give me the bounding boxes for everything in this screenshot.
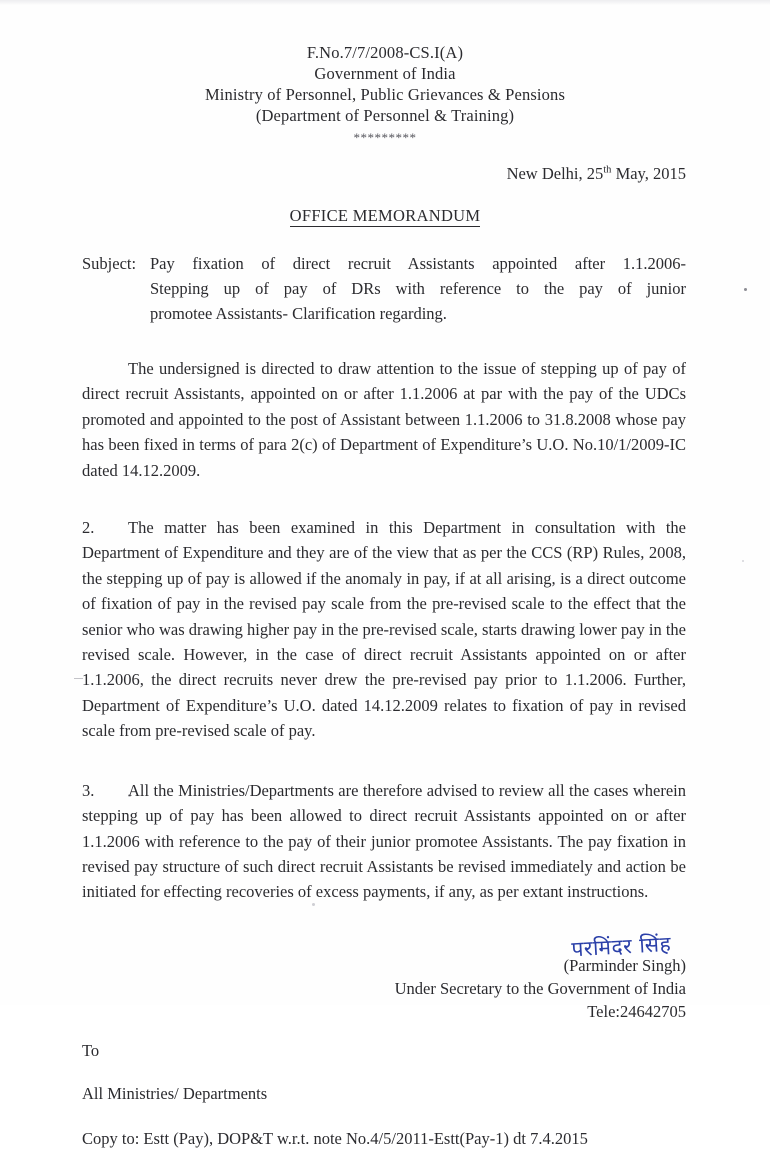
paragraph-1-text: The undersigned is directed to draw attention to the issue of stepping up of pay of direct recruit Assistants, appointed on or after 1.1.2006 at par with the pay of the UDCs promoted and appointed to the post of Assistant between 1.1.2006 to 31.8.2008 whose pay has been fixed in terms of para 2(c) of Department of Expenditure’s U.O. No.10/1/2009-IC dated 14.12.2009. (82, 359, 686, 480)
signature-block (0, 931, 770, 1023)
signatory-telephone: Tele:24642705 (587, 1001, 686, 1021)
subject-text (150, 251, 686, 326)
dateline-rest: May, 2015 (611, 164, 686, 183)
document-footer (0, 1039, 770, 1150)
government-name: Government of India (314, 64, 456, 83)
paragraph-2 (82, 515, 686, 744)
addressee: All Ministries/ Departments (82, 1083, 268, 1103)
page-title-text: OFFICE MEMORANDUM (289, 206, 481, 225)
subject-line: Pay fixation of direct recruit Assistants appointed after 1.1.2006- (150, 254, 686, 273)
signature-ink-text: परमिंदर सिंह (571, 931, 673, 962)
subject-block (0, 251, 770, 326)
file-number: F.No.7/7/2008-CS.I(A) (306, 43, 464, 62)
signatory-designation: Under Secretary to the Government of India (394, 978, 686, 998)
subject-line: promotee Assistants- Clarification regarding. (150, 304, 447, 323)
page-title (0, 206, 770, 226)
letterhead (0, 42, 770, 148)
signatory-name: (Parminder Singh) (563, 955, 686, 975)
copy-to-line: Copy to: Estt (Pay), DOP&T w.r.t. note No.4/5/2011-Estt(Pay-1) dt 7.4.2015 (82, 1128, 588, 1148)
subject-line: Stepping up of pay of DRs with reference to the pay of junior (150, 279, 686, 298)
separator-asterisks: ********* (353, 130, 417, 145)
dateline-ordinal: th (603, 164, 612, 176)
paragraph-3-text: All the Ministries/Departments are therefore advised to review all the cases wherein stepping up of pay has been allowed to direct recruit Assistants appointed on or after 1.1.2006 with reference to the pay of their junior promotee Assistants. The pay fixation in revised pay structure of such direct recruit Assistants be revised immediately and action be initiated for effecting recoveries of excess payments, if any, as per extant instructions. (82, 780, 686, 902)
dateline-place: New Delhi, 25 (506, 164, 604, 183)
paragraph-3 (82, 778, 686, 905)
dateline (0, 164, 770, 184)
subject-label: Subject: (82, 254, 137, 273)
ministry-name: Ministry of Personnel, Public Grievances & Pensions (204, 85, 566, 104)
to-label: To (82, 1040, 100, 1060)
paragraph-3-number: 3. (82, 780, 95, 800)
paragraph-2-text: The matter has been examined in this Department in consultation with the Department of Expenditure and they are of the view that as per the CCS (RP) Rules, 2008, the stepping up of pay is allowed if the anomaly in pay, if at all arising, is a direct outcome of fixation of pay in the revised pay scale from the pre-revised scale to the effect that the senior who was drawing higher pay in the pre-revised scale, starts drawing lower pay in the revised scale. However, in the case of direct recruit Assistants appointed on or after 1.1.2006, the direct recruits never drew the pre-revised pay prior to 1.1.2006. Further, Department of Expenditure’s U.O. dated 14.12.2009 relates to fixation of pay in revised scale from pre-revised scale of pay. (82, 518, 686, 741)
paragraph-1 (82, 356, 686, 483)
department-name: (Department of Personnel & Training) (255, 106, 515, 125)
document-body (0, 356, 770, 905)
handwritten-signature (0, 931, 686, 962)
paragraph-2-number: 2. (82, 518, 95, 538)
